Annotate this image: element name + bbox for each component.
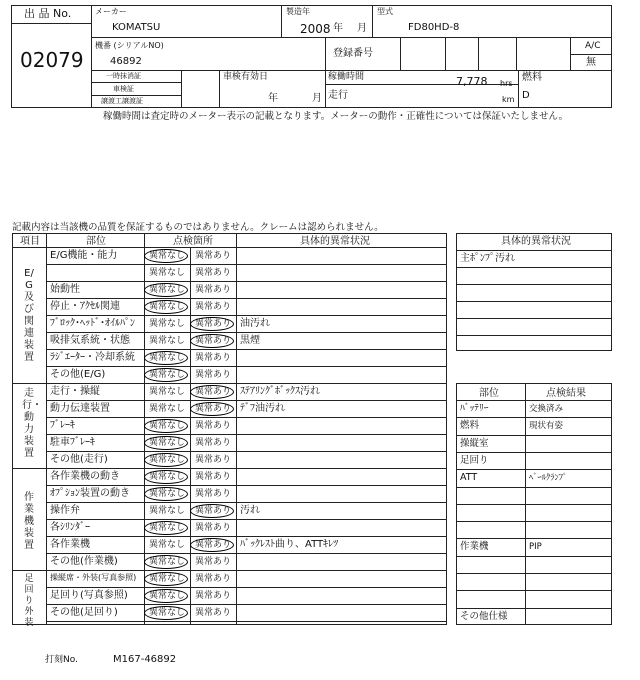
serial-value: 46892 [110,56,142,67]
right-result-divider [456,590,612,591]
abnormal-option[interactable]: 異常あり [195,438,232,448]
registration-label: 登録番号 [333,48,373,59]
row-divider [46,553,447,554]
selected-abnormal-circle [190,504,234,518]
abnormal-option[interactable]: 異常あり [195,251,232,261]
travel-label: 走行 [328,90,348,101]
right-result-part: 足回り [460,455,489,466]
col-part-header: 部位 [86,236,106,247]
right-detail-text: 主ﾎﾟﾝﾌﾟ汚れ [460,253,515,264]
row-detail: 油汚れ [240,318,270,329]
abnormal-option[interactable]: 異常あり [195,370,232,380]
group-label-eg: E/G及び関連装置 [24,268,34,363]
hours-note: 稼働時間は査定時のメーター表示の記載となります。メーターの動作・正確性については保証いたしません。 [103,111,569,122]
abnormal-option[interactable]: 異常あり [195,608,232,618]
row-part: 各作業機 [50,539,90,550]
row-divider [46,468,447,469]
abnormal-option[interactable]: 異常あり [195,421,232,431]
row-divider [46,264,447,265]
selected-normal-circle [144,470,188,484]
row-divider [46,536,447,537]
normal-option[interactable]: 異常なし [149,455,186,465]
selected-abnormal-circle [190,538,234,552]
row-divider [46,332,447,333]
abnormal-option[interactable]: 異常あり [195,557,232,567]
row-divider [46,315,447,316]
right-col-part: 部位 [479,388,499,399]
valid-month-unit: 月 [312,93,322,104]
group-label-travel: 走行・動力装置 [22,388,42,459]
right-col-result: 点検結果 [546,388,586,399]
abnormal-option[interactable]: 異常あり [195,455,232,465]
maker-value: KOMATSU [112,22,161,33]
row-divider [46,349,447,350]
normal-option[interactable]: 異常なし [149,523,186,533]
right-result-value: ﾍﾞｰﾙｸﾗﾝﾌﾟ [529,473,568,483]
right-detail-divider [456,301,612,302]
selected-normal-circle [144,555,188,569]
row-divider [46,570,447,571]
right-result-part: 操縦室 [460,438,489,449]
row-divider [46,587,447,588]
abnormal-option[interactable]: 異常あり [195,336,232,346]
year-label: 製造年 [286,7,310,16]
row-part: 操作弁 [50,505,80,516]
normal-option[interactable]: 異常なし [149,574,186,584]
row-part: 吸排気系統・状態 [50,335,130,346]
selected-abnormal-circle [190,385,234,399]
normal-option[interactable]: 異常なし [149,336,186,346]
selected-normal-circle [144,283,188,297]
row-divider [46,621,447,622]
selected-normal-circle [144,351,188,365]
maker-label: メーカー [95,7,127,16]
row-part: その他(E/G) [50,369,106,380]
row-divider [46,298,447,299]
row-divider [46,502,447,503]
abnormal-option[interactable]: 異常あり [195,353,232,363]
abnormal-option[interactable]: 異常あり [195,591,232,601]
normal-option[interactable]: 異常なし [149,489,186,499]
row-divider [46,519,447,520]
right-result-part: 燃料 [460,420,480,431]
selected-normal-circle [144,521,188,535]
selected-normal-circle [144,300,188,314]
row-divider [46,366,447,367]
selected-normal-circle [144,249,188,263]
normal-option[interactable]: 異常なし [149,608,186,618]
fuel-value: D [522,90,530,101]
lot-label: 出 品 No. [24,7,72,20]
right-result-divider [456,521,612,522]
row-part: その他(作業機) [50,556,118,567]
lot-number: 02079 [20,48,84,72]
abnormal-option[interactable]: 異常あり [195,574,232,584]
normal-option[interactable]: 異常なし [149,506,186,516]
abnormal-option[interactable]: 異常あり [195,523,232,533]
selected-abnormal-circle [190,402,234,416]
row-part: E/G機能・能力 [50,250,118,261]
row-part: ﾗｼﾞｴｰﾀｰ・冷却系統 [50,352,135,363]
normal-option[interactable]: 異常なし [149,540,186,550]
abnormal-option[interactable]: 異常あり [195,489,232,499]
row-part: ﾌﾞﾚｰｷ [50,420,75,431]
selected-normal-circle [144,487,188,501]
abnormal-option[interactable]: 異常あり [195,472,232,482]
row-part: 足回り(写真参照) [50,590,128,601]
normal-option[interactable]: 異常なし [149,421,186,431]
abnormal-option[interactable]: 異常あり [195,506,232,516]
selected-normal-circle [144,419,188,433]
col-item-header: 項目 [20,236,40,247]
model-label: 型式 [377,7,393,16]
stamp-value: M167-46892 [113,654,177,665]
normal-option[interactable]: 異常なし [149,404,186,414]
row-part: 始動性 [50,284,80,295]
row-divider [46,434,447,435]
normal-option[interactable]: 異常なし [149,285,186,295]
year-unit: 年 [333,23,343,34]
right-result-divider [456,452,612,453]
normal-option[interactable]: 異常なし [149,353,186,363]
right-detail-header: 具体的異常状況 [501,236,571,247]
row-part: 操縦席・外装(写真参照) [50,573,137,582]
row-detail: ﾃﾞﾌ油汚れ [240,403,285,414]
right-detail-divider [456,335,612,336]
right-detail-divider [456,318,612,319]
temp-permit-label: 一時抹消証 [106,72,141,80]
work-cert-label: 譲渡工譲渡証 [101,97,143,105]
normal-option[interactable]: 異常なし [149,591,186,601]
row-detail: ｽﾃｱﾘﾝｸﾞﾎﾞｯｸｽ汚れ [240,386,320,397]
fuel-label: 燃料 [522,72,542,83]
abnormal-option[interactable]: 異常あり [195,540,232,550]
abnormal-option[interactable]: 異常あり [195,387,232,397]
year-value: 2008 [300,22,331,36]
normal-option[interactable]: 異常なし [149,472,186,482]
row-part: 各作業機の動き [50,471,120,482]
selected-normal-circle [144,589,188,603]
col-check-header: 点検箇所 [173,236,213,247]
month-unit: 月 [357,23,367,34]
right-result-part: 作業機 [460,541,489,552]
right-result-value: 現状有姿 [529,421,564,431]
row-divider [46,281,447,282]
right-result-divider [456,573,612,574]
right-result-part: ﾊﾞｯﾃﾘｰ [460,403,489,414]
normal-option[interactable]: 異常なし [149,319,186,329]
stamp-label: 打刻No. [45,655,78,665]
selected-normal-circle [144,368,188,382]
hours-label: 稼働時間 [328,72,365,82]
abnormal-option[interactable]: 異常あり [195,404,232,414]
row-part: 各ｼﾘﾝﾀﾞｰ [50,522,90,533]
row-detail: 黒煙 [240,335,260,346]
selected-normal-circle [144,436,188,450]
valid-year-unit: 年 [268,93,278,104]
row-part: 停止・ｱｸｾﾙ関連 [50,301,120,312]
inspection-cert-label: 車検証 [113,85,134,93]
selected-normal-circle [144,606,188,620]
model-value: FD80HD-8 [408,22,460,33]
normal-option[interactable]: 異常なし [149,302,186,312]
right-detail-divider [456,267,612,268]
selected-abnormal-circle [190,317,234,331]
right-result-divider [456,556,612,557]
right-result-divider [456,538,612,539]
right-detail-divider [456,284,612,285]
row-divider [46,451,447,452]
row-divider [46,400,447,401]
hours-unit: hrs [500,79,513,88]
normal-option[interactable]: 異常なし [149,438,186,448]
right-detail-divider [456,250,612,251]
normal-option[interactable]: 異常なし [149,387,186,397]
right-result-divider [456,504,612,505]
row-divider [46,383,447,384]
group-label-undercarriage: 足回り外装 [24,574,34,628]
normal-option[interactable]: 異常なし [149,370,186,380]
inspection-valid-label: 車検有効日 [223,72,269,82]
abnormal-option[interactable]: 異常あり [195,285,232,295]
right-result-divider [456,469,612,470]
selected-normal-circle [144,453,188,467]
right-result-part: その他仕様 [460,611,508,622]
hours-value: 7,778 [456,75,488,88]
row-part: ﾌﾞﾛｯｸ･ﾍｯﾄﾞ･ｵｲﾙﾊﾟﾝ [50,318,135,329]
row-detail: 汚れ [240,505,260,516]
normal-option[interactable]: 異常なし [149,557,186,567]
abnormal-option[interactable]: 異常あり [195,302,232,312]
group-label-work: 作業機装置 [24,492,34,551]
travel-unit: km [502,95,515,104]
col-detail-header: 具体的異常状況 [300,236,370,247]
normal-option[interactable]: 異常なし [149,268,186,278]
row-part: その他(足回り) [50,607,118,618]
ac-value: 無 [586,57,596,68]
row-part: ｵﾌﾟｼｮﾝ装置の動き [50,488,130,499]
disclaimer: 記載内容は当該機の品質を保証するものではありません。クレームは認められません。 [12,222,384,233]
row-divider [46,485,447,486]
abnormal-option[interactable]: 異常あり [195,319,232,329]
row-detail: ﾊﾞｯｸﾚｽﾄ曲り、ATTｷﾚﾂ [240,539,339,550]
right-result-value: 交換済み [529,404,564,414]
right-result-divider [456,400,612,401]
abnormal-option[interactable]: 異常あり [195,268,232,278]
row-part: 駐車ﾌﾞﾚｰｷ [50,437,95,448]
right-result-divider [456,417,612,418]
row-divider [46,604,447,605]
normal-option[interactable]: 異常なし [149,251,186,261]
right-result-part: ATT [460,472,478,483]
right-result-divider [456,435,612,436]
right-result-divider [456,608,612,609]
row-divider [46,417,447,418]
right-result-value: PIP [529,542,542,552]
row-part: 動力伝達装置 [50,403,110,414]
serial-label: 機番 (シリアルNO) [95,41,164,50]
selected-normal-circle [144,572,188,586]
ac-label: A/C [585,41,601,51]
row-part: その他(走行) [50,454,108,465]
right-result-divider [456,487,612,488]
selected-abnormal-circle [190,334,234,348]
row-part: 走行・操縦 [50,386,100,397]
